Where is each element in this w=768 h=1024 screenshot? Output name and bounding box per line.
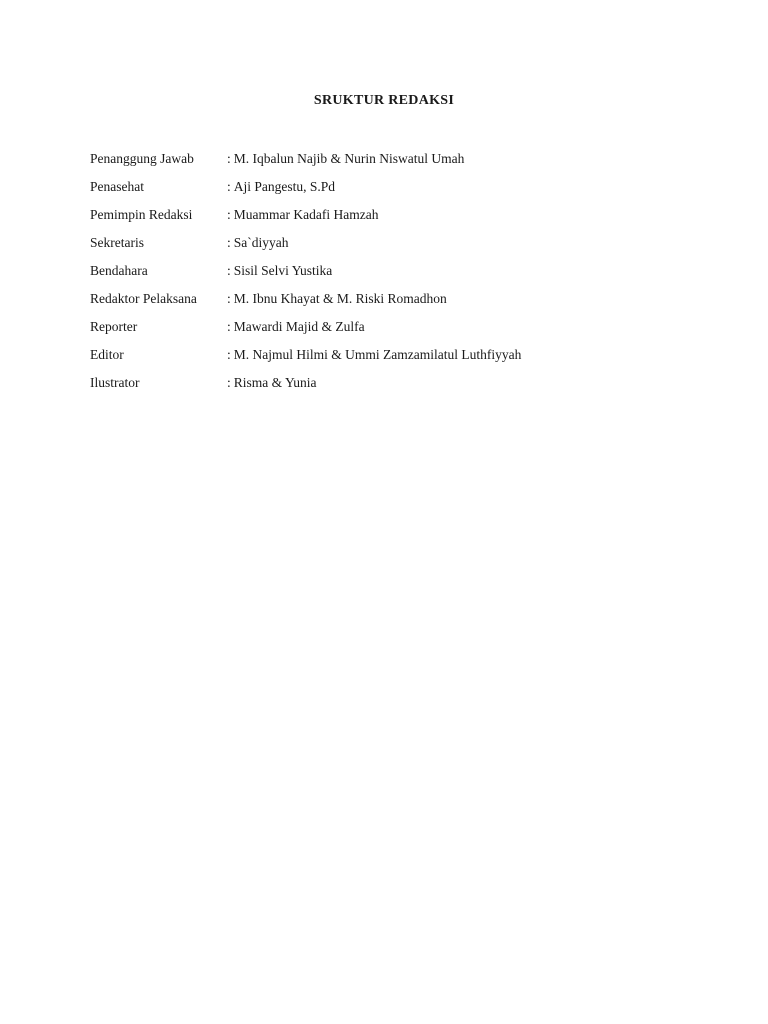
role-label: Editor bbox=[90, 347, 124, 362]
editorial-roster bbox=[90, 148, 690, 400]
separator-colon: : bbox=[227, 179, 231, 194]
member-names: Aji Pangestu, S.Pd bbox=[233, 179, 336, 194]
separator-colon: : bbox=[227, 235, 231, 250]
role-label: Reporter bbox=[90, 319, 138, 334]
roster-row bbox=[90, 344, 690, 372]
role-label: Sekretaris bbox=[90, 235, 144, 250]
member-names: Risma & Yunia bbox=[233, 375, 317, 390]
member-names: Muammar Kadafi Hamzah bbox=[233, 207, 379, 222]
roster-row bbox=[90, 316, 690, 344]
member-names: M. Najmul Hilmi & Ummi Zamzamilatul Luthfiyyah bbox=[233, 347, 522, 362]
role-label: Penanggung Jawab bbox=[90, 151, 194, 166]
separator-colon: : bbox=[227, 207, 231, 222]
separator-colon: : bbox=[227, 151, 231, 166]
page-title: SRUKTUR REDAKSI bbox=[313, 93, 455, 108]
member-names: M. Ibnu Khayat & M. Riski Romadhon bbox=[233, 291, 447, 306]
member-names: Sa`diyyah bbox=[233, 235, 289, 250]
member-names: Sisil Selvi Yustika bbox=[233, 263, 333, 278]
role-label: Redaktor Pelaksana bbox=[90, 291, 197, 306]
role-label: Penasehat bbox=[90, 179, 144, 194]
member-names: Mawardi Majid & Zulfa bbox=[233, 319, 365, 334]
role-label: Bendahara bbox=[90, 263, 148, 278]
roster-row bbox=[90, 232, 690, 260]
roster-row bbox=[90, 204, 690, 232]
roster-row bbox=[90, 288, 690, 316]
separator-colon: : bbox=[227, 375, 231, 390]
roster-row bbox=[90, 260, 690, 288]
roster-row bbox=[90, 148, 690, 176]
separator-colon: : bbox=[227, 319, 231, 334]
separator-colon: : bbox=[227, 291, 231, 306]
role-label: Ilustrator bbox=[90, 375, 140, 390]
member-names: M. Iqbalun Najib & Nurin Niswatul Umah bbox=[233, 151, 465, 166]
separator-colon: : bbox=[227, 263, 231, 278]
separator-colon: : bbox=[227, 347, 231, 362]
role-label: Pemimpin Redaksi bbox=[90, 207, 193, 222]
roster-row bbox=[90, 176, 690, 204]
roster-row bbox=[90, 372, 690, 400]
